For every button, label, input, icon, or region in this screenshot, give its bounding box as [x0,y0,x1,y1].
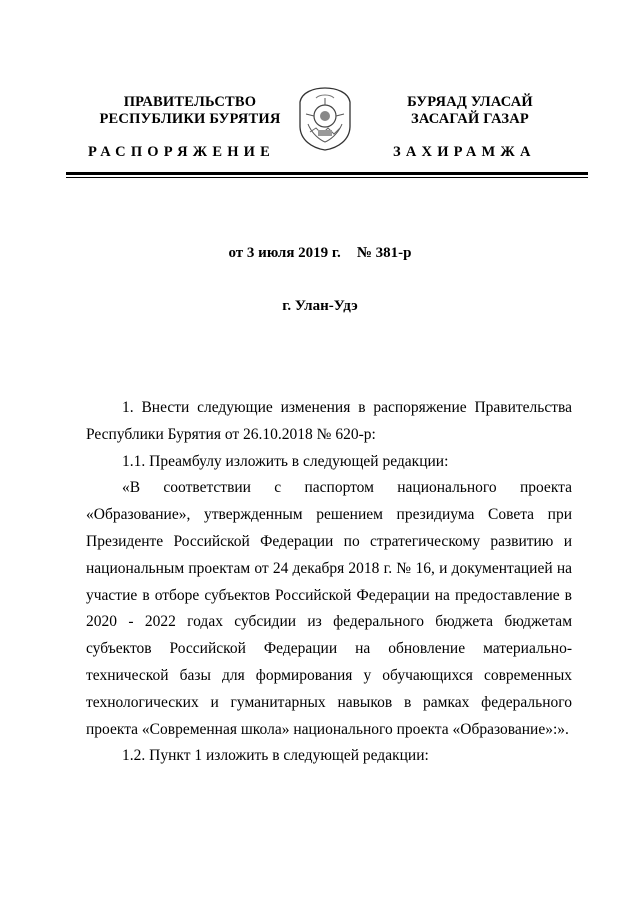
header-left-line2: РЕСПУБЛИКИ БУРЯТИЯ [99,111,281,127]
header-left-block [80,94,300,128]
doc-type-right: ЗАХИРАМЖА [393,144,536,160]
header-right-line2: ЗАСАГАЙ ГАЗАР [411,111,529,127]
body-paragraph: 1. Внести следующие изменения в распоряжение Правительства Республики Бурятия от 26.10.2018 № 620-р: [86,399,572,443]
coat-of-arms-icon [296,86,354,152]
body-paragraph: «В соответствии с паспортом национального проекта «Образование», утвержденным решением президиума Совета при Президенте Российской Федерации по стратегическому развитию и национальным проектам от 24 декабря 2018 г. № 16, и документацией на участие в отборе субъектов Российской Федерации на предоставление в 2020 - 2022 годах субсидии из федерального бюджета бюджетам субъектов Российской Федерации на обновление материально-технической базы для формирования у обучающихся современных технологических и гуманитарных навыков в рамках федерального проекта «Современная школа» национального проекта «Образование»:». [86,479,572,738]
header-rule-thick [66,172,588,175]
document-number: № 381-р [356,245,412,261]
date-number-line [0,244,640,262]
body-paragraph: 1.1. Преамбулу изложить в следующей редакции: [122,452,449,470]
header-right-line1: БУРЯАД УЛАСАЙ [407,94,533,110]
header-rule-thin [66,177,588,178]
document-date: от 3 июля 2019 г. [228,245,341,261]
body-paragraph: 1.2. Пункт 1 изложить в следующей редакции: [122,747,429,765]
document-body [86,395,572,770]
doc-type-left: РАСПОРЯЖЕНИЕ [88,144,276,160]
document-city: г. Улан-Удэ [282,298,358,314]
header-right-block [360,94,580,128]
header-left-line1: ПРАВИТЕЛЬСТВО [123,94,257,110]
